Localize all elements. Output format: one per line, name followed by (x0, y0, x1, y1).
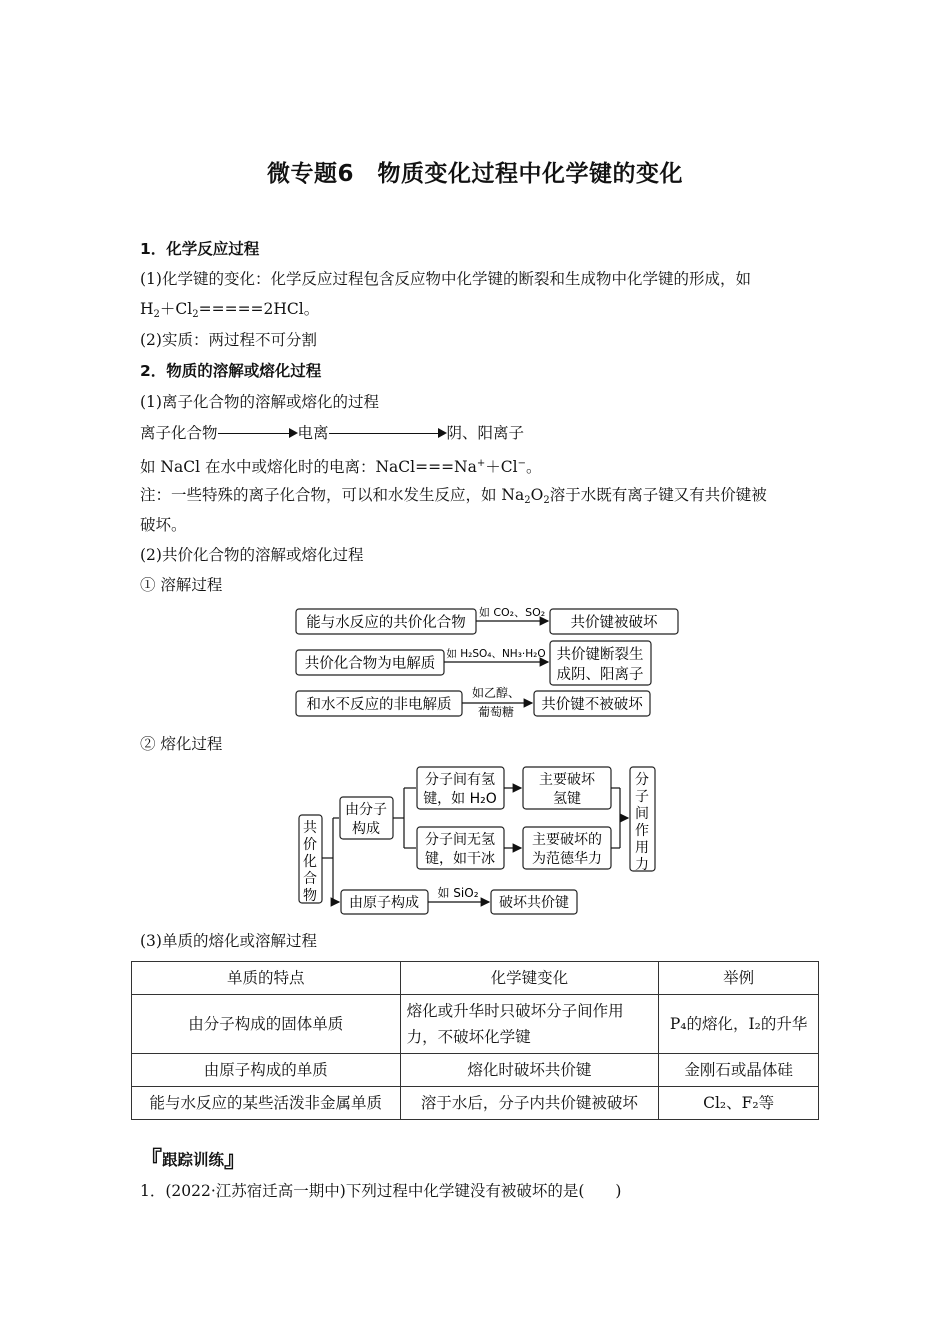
box-label: 力 (635, 857, 649, 873)
s1-paragraph-2: (2)实质：两过程不可分割 (140, 331, 317, 349)
box-label: 价 (303, 837, 317, 853)
arrow-label: 如 SiO₂ (437, 886, 479, 900)
table-cell: 溶于水后，分子内共价键被破坏 (400, 1087, 659, 1120)
box-label: 作 (635, 823, 649, 839)
box-label: 共价键不被破坏 (541, 697, 643, 713)
box-label: 共价化合物为电解质 (304, 656, 436, 672)
box-label: 由分子 (345, 802, 387, 818)
box-label: 为范德华力 (532, 851, 602, 867)
table-row (132, 995, 819, 1054)
arrow-label: 葡萄糖 (477, 705, 515, 719)
note-line-1: 注：一些特殊的离子化合物，可以和水发生反应，如 $Na_2O_2$溶于水既有离子键又有共价键被 (140, 486, 767, 506)
box-label: 用 (635, 840, 649, 856)
table-cell: 由分子构成的固体单质 (132, 995, 401, 1054)
s1-paragraph-1: (1)化学键的变化：化学反应过程包含反应物中化学键的断裂和生成物中化学键的形成，如 (140, 270, 751, 288)
box-label: 主要破坏 (539, 772, 595, 788)
box-label: 共 (303, 820, 317, 836)
table-cell: 熔化时破坏共价键 (400, 1054, 659, 1087)
table-cell: 熔化或升华时只破坏分子间作用力，不破坏化学键 (400, 995, 659, 1054)
box-label: 构成 (352, 821, 380, 837)
box-label: 破坏共价键 (499, 895, 569, 911)
box-label: 分子间无氢 (425, 832, 495, 848)
table-header: 化学键变化 (400, 962, 659, 995)
box-label: 共价键被破坏 (570, 615, 658, 631)
arrow-label: 如 CO₂、SO₂ (478, 606, 546, 619)
box-label: 由原子构成 (349, 895, 419, 911)
box-label: 主要破坏的 (532, 832, 602, 848)
box-label: 能与水反应的共价化合物 (306, 615, 466, 631)
elements-table (131, 961, 819, 1120)
arrow-label: 如乙醇、 (471, 686, 521, 700)
s1-equation: $H_2+Cl_2=====2HCl$。 (140, 300, 320, 320)
practice-heading: 『跟踪训练』 (140, 1148, 247, 1173)
table-row (132, 1087, 819, 1120)
section-1-heading: 1．化学反应过程 (140, 240, 260, 258)
box-label: 合 (303, 871, 317, 887)
box-label: 键，如 H₂O (423, 791, 497, 807)
box-label: 键，如干冰 (425, 851, 495, 867)
box-label: 化 (303, 854, 317, 870)
box-label: 共价键断裂生 (556, 647, 644, 663)
table-header-row (132, 962, 819, 995)
page-title: 微专题6 物质变化过程中化学键的变化 (266, 161, 683, 187)
table-cell: 由原子构成的单质 (132, 1054, 401, 1087)
box-label: 分 (635, 772, 649, 788)
note-line-2: 破坏。 (140, 516, 187, 534)
s2-paragraph-2: (2)共价化合物的溶解或熔化过程 (140, 546, 364, 564)
box-label: 物 (303, 888, 317, 904)
s2-paragraph-1: (1)离子化合物的溶解或熔化的过程 (140, 393, 379, 411)
table-cell: P₄的熔化，I₂的升华 (659, 995, 819, 1054)
nacl-ionization: 如 NaCl 在水中或熔化时的电离：NaCl===Na+＋Cl−。 (140, 458, 542, 476)
dissolve-label: ① 溶解过程 (140, 576, 223, 594)
section-2-heading: 2．物质的溶解或熔化过程 (140, 362, 322, 380)
table-cell: 金刚石或晶体硅 (659, 1054, 819, 1087)
question-1: 1．(2022·江苏宿迁高一期中)下列过程中化学键没有被破坏的是( ) (140, 1182, 622, 1200)
table-row (132, 1054, 819, 1087)
box-label: 成阴、阳离子 (556, 667, 644, 683)
ionic-flow: 离子化合物 电离 阴、阳离子 (140, 422, 524, 445)
table-header: 单质的特点 (132, 962, 401, 995)
table-header: 举例 (659, 962, 819, 995)
box-label: 子 (635, 789, 649, 805)
box-label: 和水不反应的非电解质 (306, 697, 452, 713)
arrow-label: 如 H₂SO₄、NH₃·H₂O (446, 648, 546, 660)
table-cell: 能与水反应的某些活泼非金属单质 (132, 1087, 401, 1120)
s2-paragraph-3: (3)单质的熔化或溶解过程 (140, 932, 317, 950)
melt-label: ② 熔化过程 (140, 735, 223, 753)
box-label: 间 (635, 806, 649, 822)
box-label: 分子间有氢 (425, 772, 495, 788)
box-label: 氢键 (553, 791, 581, 807)
table-cell: Cl₂、F₂等 (659, 1087, 819, 1120)
